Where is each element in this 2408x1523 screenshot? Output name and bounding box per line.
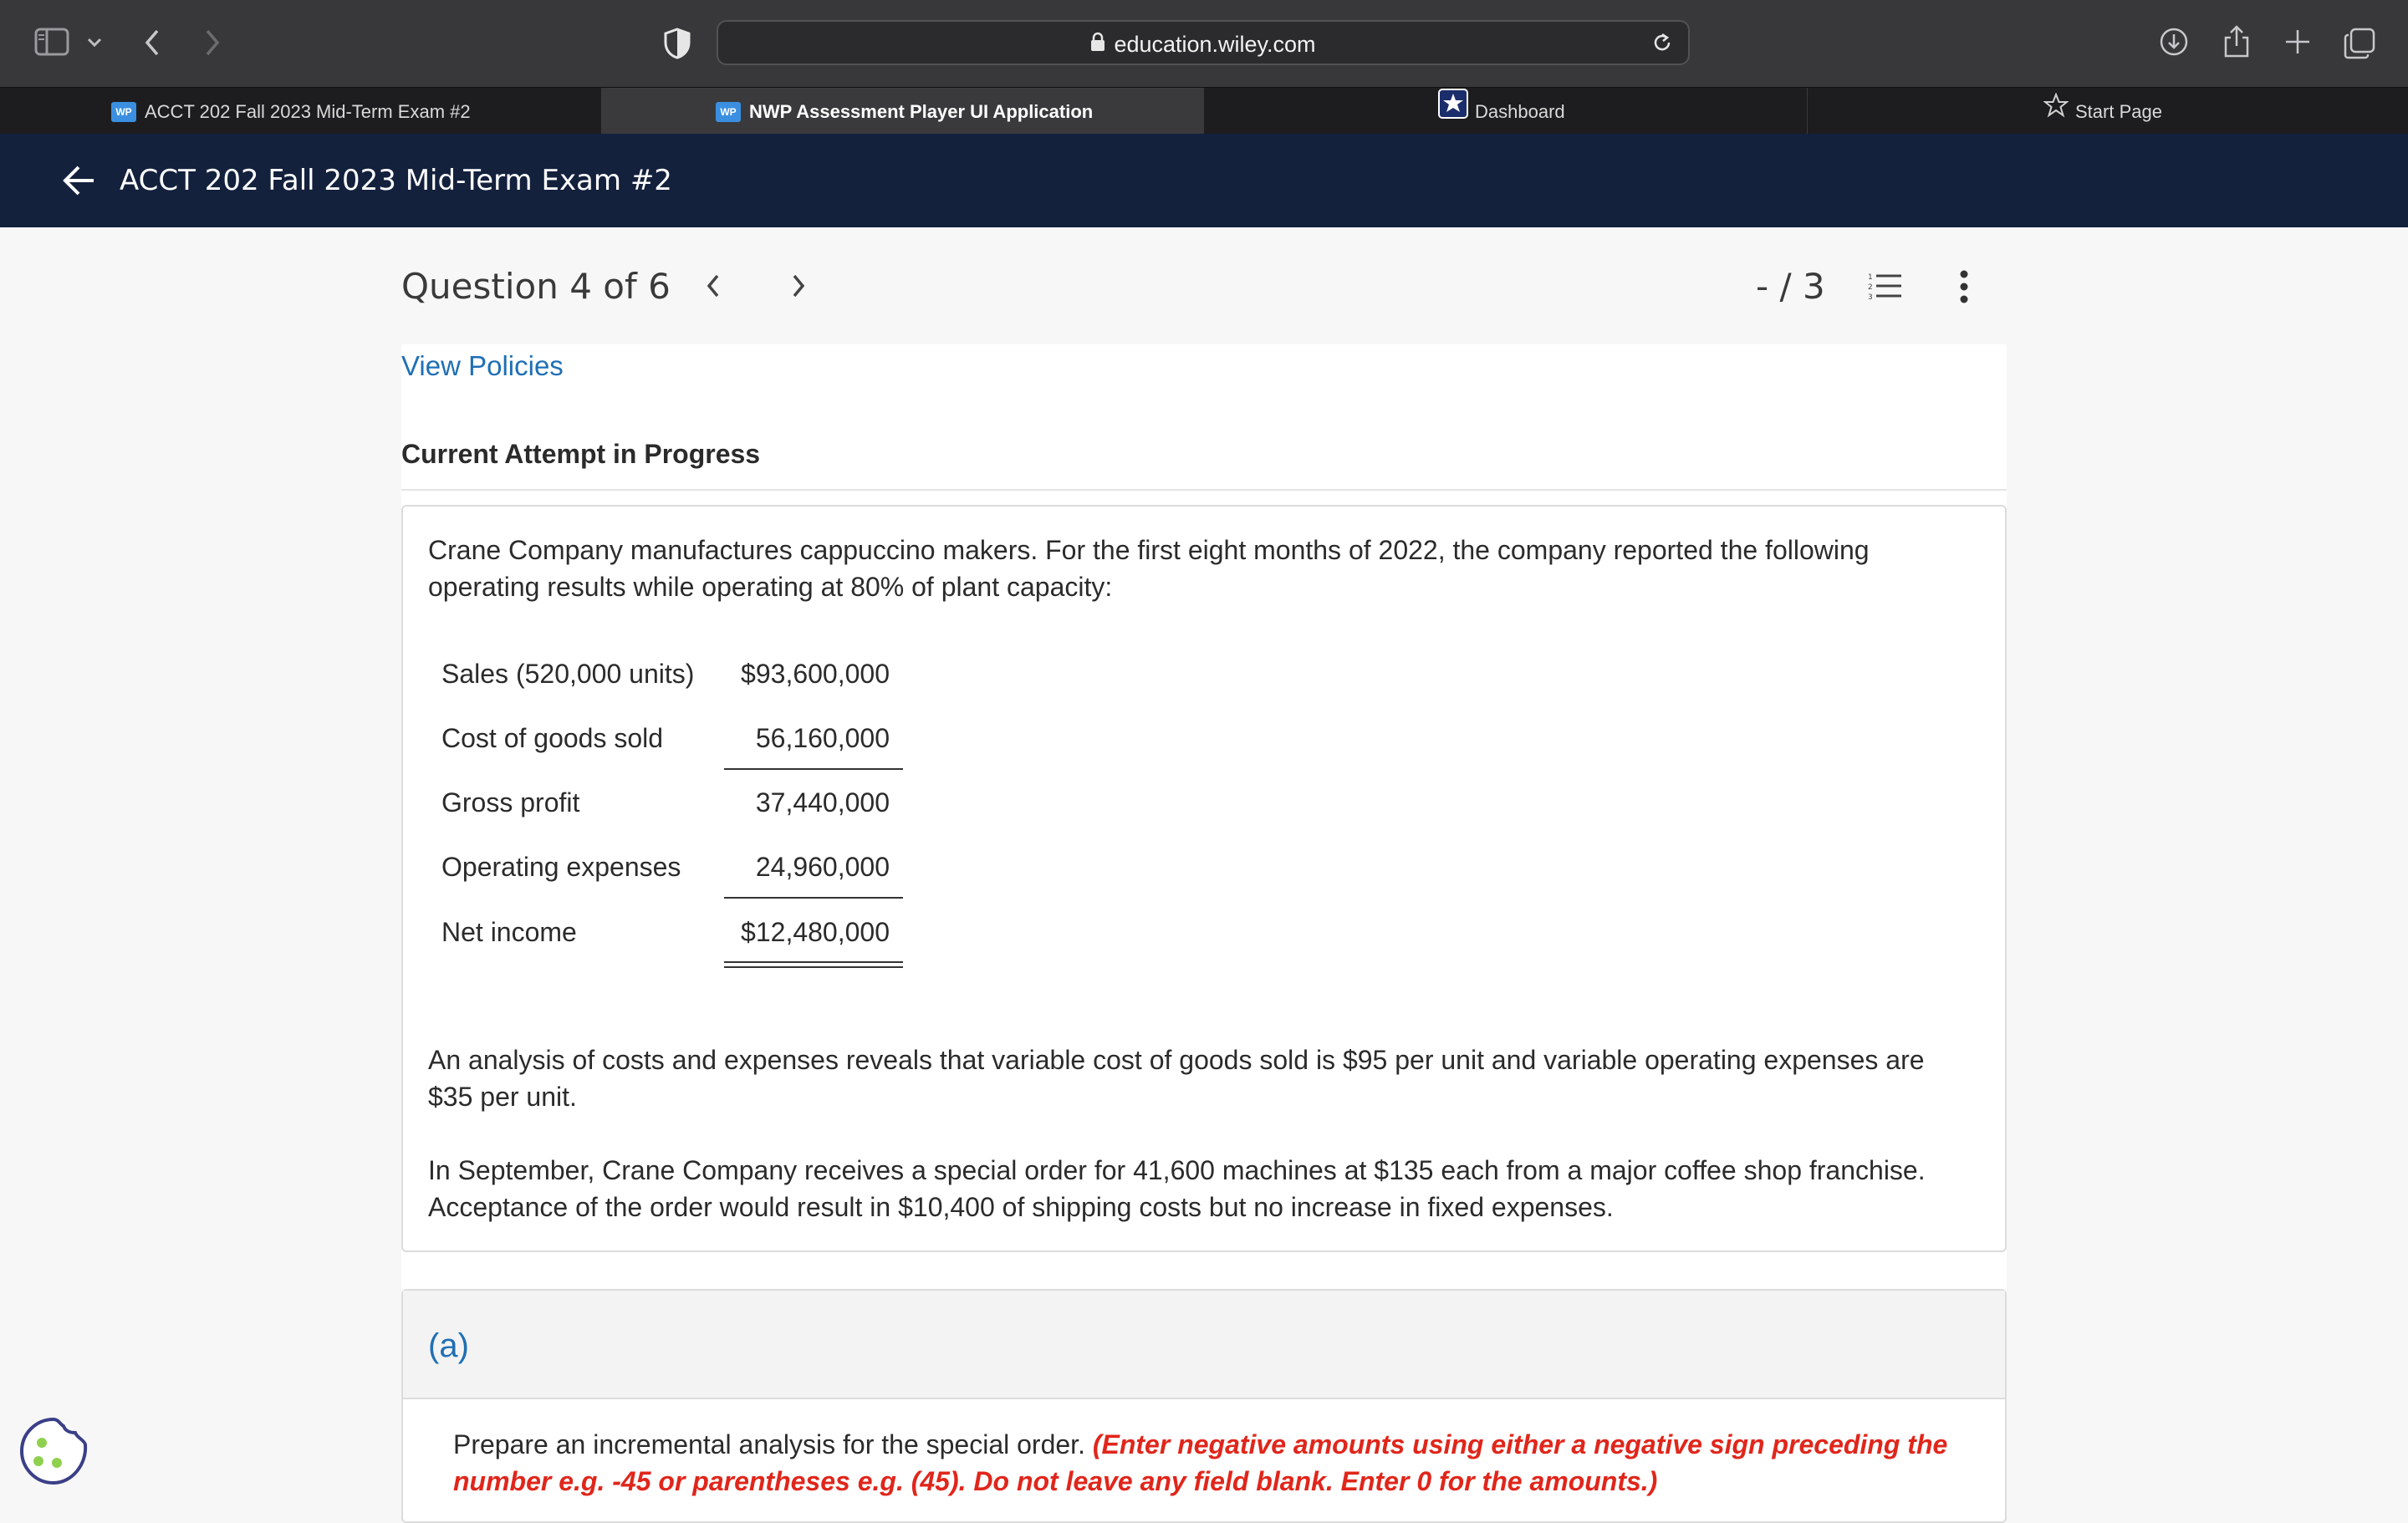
wp-badge-icon: WP xyxy=(716,102,741,122)
app-header xyxy=(0,134,2408,227)
table-row-value: $12,480,000 xyxy=(741,917,890,947)
table-row-label: Net income xyxy=(441,917,577,947)
next-question-button[interactable] xyxy=(788,269,809,307)
svg-text:3: 3 xyxy=(1868,293,1873,302)
back-nav-icon[interactable] xyxy=(135,25,169,60)
tab-dashboard[interactable] xyxy=(1204,88,1808,135)
share-icon[interactable] xyxy=(2220,22,2253,60)
total-double-rule xyxy=(724,966,903,968)
tab-exam[interactable] xyxy=(0,88,602,135)
tab-start-page[interactable] xyxy=(1808,88,2408,135)
table-row-label: Cost of goods sold xyxy=(441,723,664,753)
previous-question-button[interactable] xyxy=(702,269,724,307)
sidebar-toggle-icon[interactable] xyxy=(33,27,70,57)
browser-tab-strip xyxy=(0,87,2408,135)
new-tab-icon[interactable] xyxy=(2281,25,2314,59)
lock-icon xyxy=(1090,23,1105,65)
question-intro: Crane Company manufactures cappuccino makers. For the first eight months of 2022, the company reported the following operating results while operating at 80% of plant capacity: xyxy=(428,535,1870,602)
star-icon xyxy=(2043,89,2069,135)
part-a-instruction xyxy=(453,1426,1975,1500)
total-double-rule xyxy=(724,961,903,963)
address-bar[interactable] xyxy=(717,20,1690,65)
svg-text:2: 2 xyxy=(1868,283,1873,292)
reload-icon[interactable] xyxy=(1650,30,1675,55)
table-row-value: $93,600,000 xyxy=(741,659,890,689)
subtotal-rule xyxy=(724,768,903,770)
dashboard-star-icon xyxy=(1438,89,1468,136)
attempt-status: Current Attempt in Progress xyxy=(401,439,761,469)
part-a-label: (a) xyxy=(428,1327,469,1364)
table-row-label: Sales (520,000 units) xyxy=(441,659,695,689)
part-a-header xyxy=(403,1291,2005,1399)
view-policies-link[interactable]: View Policies xyxy=(401,350,564,381)
tab-overview-icon[interactable] xyxy=(2341,25,2378,62)
instruction-text: Prepare an incremental analysis for the special order. xyxy=(453,1429,1085,1459)
forward-nav-icon[interactable] xyxy=(196,25,229,60)
tab-label: Dashboard xyxy=(1475,101,1565,123)
url-text: education.wiley.com xyxy=(1114,31,1316,57)
more-options-icon[interactable] xyxy=(1958,269,1970,308)
back-arrow-icon[interactable] xyxy=(60,164,97,201)
table-row-value: 37,440,000 xyxy=(755,787,890,818)
table-row-label: Operating expenses xyxy=(441,852,681,882)
chevron-down-icon[interactable] xyxy=(84,32,105,53)
cost-analysis-text: An analysis of costs and expenses reveals that variable cost of goods sold is $95 per unit and variable operating expenses are $35 per unit. xyxy=(428,1045,1925,1112)
tab-label: Start Page xyxy=(2075,101,2162,123)
exam-title: ACCT 202 Fall 2023 Mid-Term Exam #2 xyxy=(120,164,672,197)
cookie-settings-icon[interactable] xyxy=(17,1414,90,1492)
tab-label: NWP Assessment Player UI Application xyxy=(749,101,1094,123)
table-row-value: 56,160,000 xyxy=(755,723,890,753)
privacy-shield-icon[interactable] xyxy=(661,25,694,62)
tab-label: ACCT 202 Fall 2023 Mid-Term Exam #2 xyxy=(145,101,471,123)
downloads-icon[interactable] xyxy=(2157,25,2191,59)
wp-badge-icon: WP xyxy=(111,102,136,122)
subtotal-rule xyxy=(724,897,903,899)
svg-text:1: 1 xyxy=(1868,273,1873,282)
browser-toolbar xyxy=(0,0,2408,87)
question-list-icon[interactable] xyxy=(1868,271,1903,307)
divider xyxy=(401,489,2007,491)
tab-assessment-player[interactable] xyxy=(602,88,1204,135)
question-score: - / 3 xyxy=(1756,266,1825,307)
instruction-note: (Enter negative amounts using either a negative sign preceding the number e.g. -45 or parentheses e.g. (45). Do not leave any field blank. Enter 0 for the amounts.) xyxy=(453,1429,1948,1496)
table-row-label: Gross profit xyxy=(441,787,580,818)
special-order-text: In September, Crane Company receives a special order for 41,600 machines at $135 each from a major coffee shop franchise. Acceptance of the order would result in $10,400 of shipping costs but no increase in fixed expenses. xyxy=(428,1155,1926,1222)
table-row-value: 24,960,000 xyxy=(755,852,890,882)
question-counter: Question 4 of 6 xyxy=(401,266,671,307)
